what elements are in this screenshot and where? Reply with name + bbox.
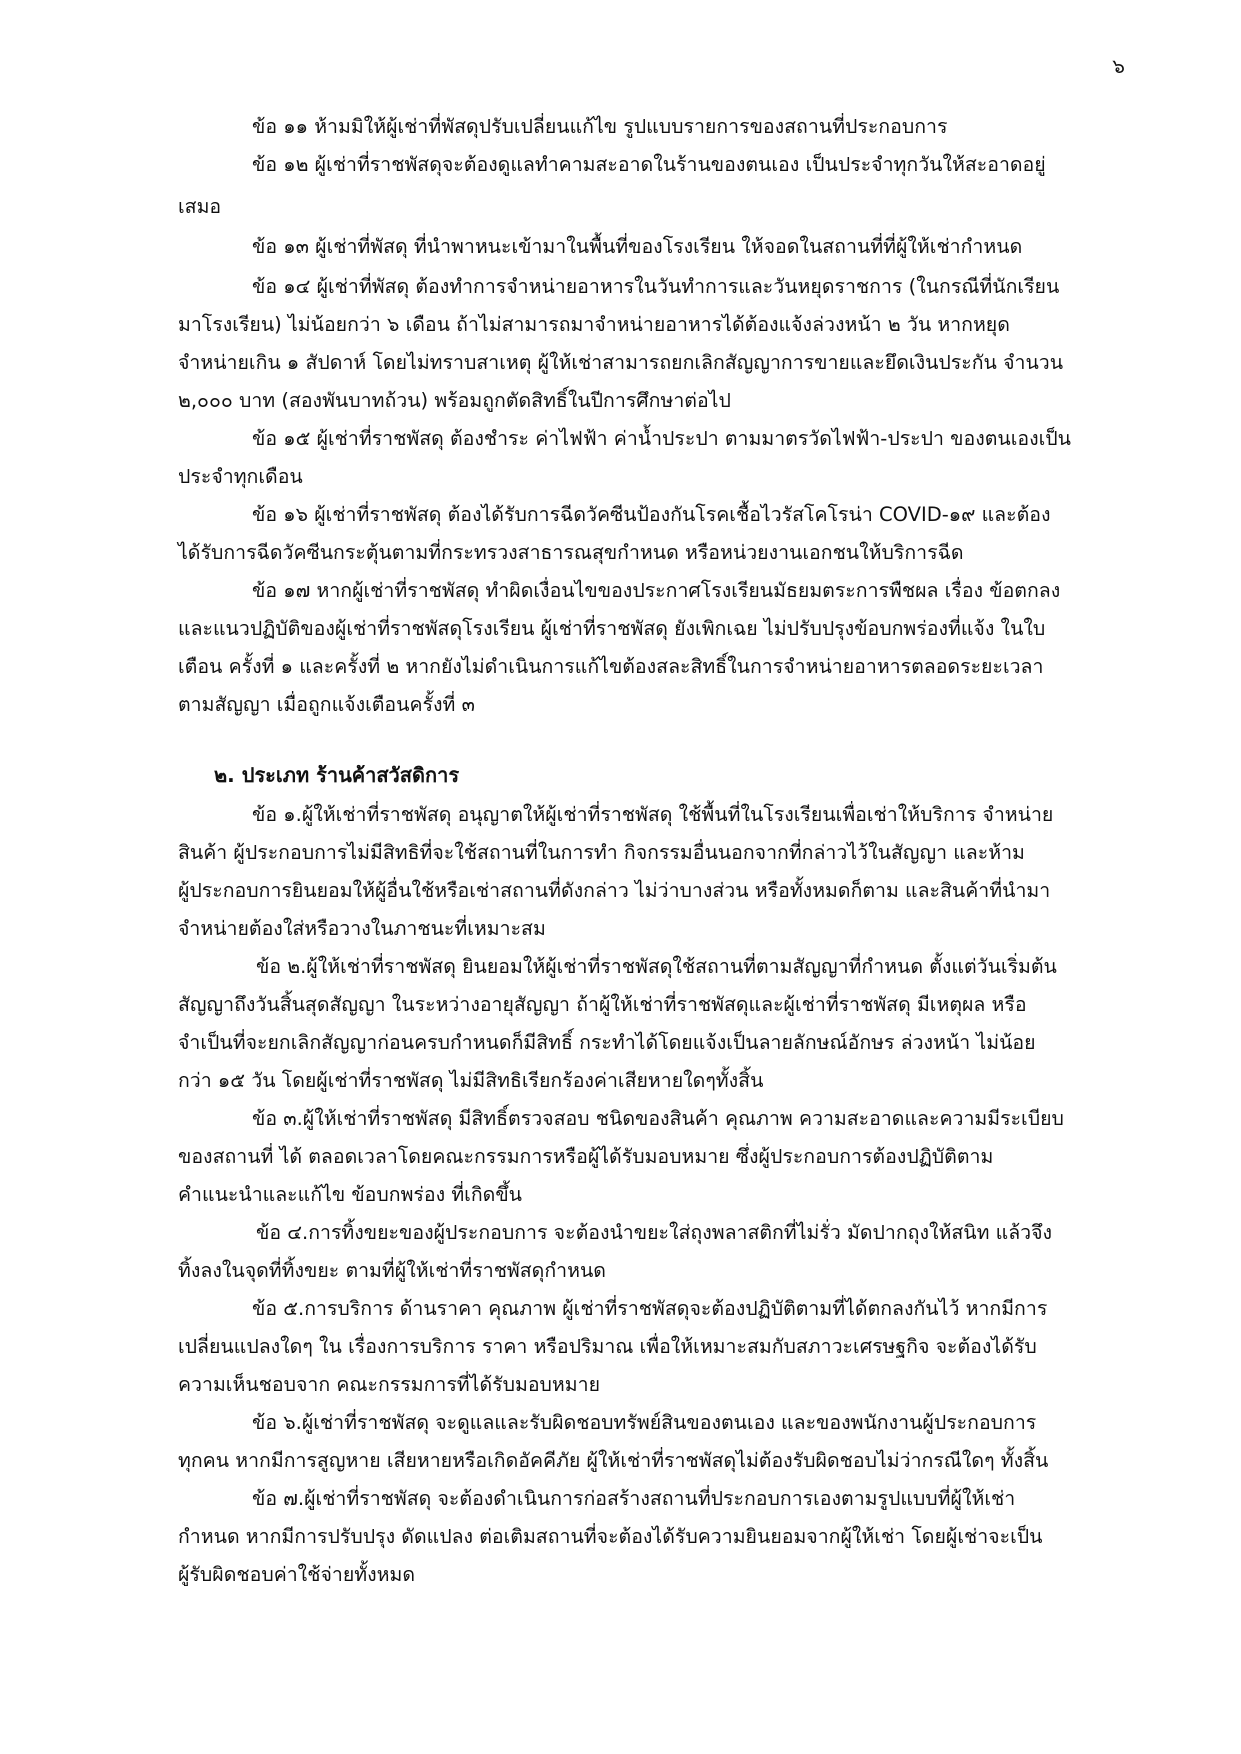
- paragraph-line: ข้อ ๓.ผู้ให้เช่าที่ราชพัสดุ มีสิทธิ์ตรวจสอบ ชนิดของสินค้า คุณภาพ ความสะอาดและความมีระเบียบ: [252, 1107, 1064, 1130]
- paragraph-line: กำหนด หากมีการปรับปรุง ดัดแปลง ต่อเติมสถานที่จะต้องได้รับความยินยอมจากผู้ให้เช่า โดยผู้เช่าจะเป็น: [178, 1525, 1043, 1548]
- paragraph-line: กว่า ๑๕ วัน โดยผู้เช่าที่ราชพัสดุ ไม่มีสิทธิเรียกร้องค่าเสียหายใดๆทั้งสิ้น: [178, 1069, 764, 1092]
- page-number: ๖: [1112, 54, 1125, 78]
- paragraph-line: ข้อ ๒.ผู้ให้เช่าที่ราชพัสดุ ยินยอมให้ผู้เช่าที่ราชพัสดุใช้สถานที่ตามสัญญาที่กำหนด ตั้งแต่วันเริ่มต้น: [256, 955, 1057, 978]
- paragraph-line: ของสถานที่ ได้ ตลอดเวลาโดยคณะกรรมการหรือผู้ได้รับมอบหมาย ซึ่งผู้ประกอบการต้องปฏิบัติตาม: [178, 1145, 994, 1168]
- paragraph-line: ทิ้งลงในจุดที่ทิ้งขยะ ตามที่ผู้ให้เช่าที่ราชพัสดุกำหนด: [178, 1259, 606, 1282]
- paragraph-line: ผู้รับผิดชอบค่าใช้จ่ายทั้งหมด: [178, 1563, 415, 1586]
- paragraph-line: ข้อ ๑.ผู้ให้เช่าที่ราชพัสดุ อนุญาตให้ผู้เช่าที่ราชพัสดุ ใช้พื้นที่ในโรงเรียนเพื่อเช่าให้บริการ จำหน่าย: [252, 803, 1054, 826]
- paragraph-line: คำแนะนำและแก้ไข ข้อบกพร่อง ที่เกิดขึ้น: [178, 1183, 522, 1206]
- paragraph-line: ผู้ประกอบการยินยอมให้ผู้อื่นใช้หรือเช่าสถานที่ดังกล่าว ไม่ว่าบางส่วน หรือทั้งหมดก็ตาม และสินค้าที่นำมา: [178, 879, 1051, 902]
- paragraph-line: ข้อ ๔.การทิ้งขยะของผู้ประกอบการ จะต้องนำขยะใส่ถุงพลาสติกที่ไม่รั่ว มัดปากถุงให้สนิท แล้วจึง: [256, 1221, 1053, 1244]
- paragraph-line: เสมอ: [178, 195, 222, 218]
- section-heading: ๒. ประเภท ร้านค้าสวัสดิการ: [214, 763, 460, 787]
- paragraph-line: เตือน ครั้งที่ ๑ และครั้งที่ ๒ หากยังไม่ดำเนินการแก้ไขต้องสละสิทธิ์ในการจำหน่ายอาหารตลอดระยะเวลา: [178, 655, 1044, 678]
- paragraph-line: สินค้า ผู้ประกอบการไม่มีสิทธิที่จะใช้สถานที่ในการทำ กิจกรรมอื่นนอกจากที่กล่าวไว้ในสัญญา และห้าม: [178, 841, 1025, 864]
- paragraph-line: ข้อ ๕.การบริการ ด้านราคา คุณภาพ ผู้เช่าที่ราชพัสดุจะต้องปฏิบัติตามที่ได้ตกลงกันไว้ หากมีการ: [252, 1297, 1048, 1320]
- paragraph-line: ข้อ ๑๒ ผู้เช่าที่ราชพัสดุจะต้องดูแลทำคามสะอาดในร้านของตนเอง เป็นประจำทุกวันให้สะอาดอยู่: [252, 153, 1046, 176]
- paragraph-line: ทุกคน หากมีการสูญหาย เสียหายหรือเกิดอัคคีภัย ผู้ให้เช่าที่ราชพัสดุไม่ต้องรับผิดชอบไม่ว่ากรณีใดๆ ทั้งสิ้น: [178, 1449, 1049, 1472]
- paragraph-line: สัญญาถึงวันสิ้นสุดสัญญา ในระหว่างอายุสัญญา ถ้าผู้ให้เช่าที่ราชพัสดุและผู้เช่าที่ราชพัสดุ มีเหตุผล หรือ: [178, 993, 1027, 1016]
- paragraph-line: จำหน่ายต้องใส่หรือวางในภาชนะที่เหมาะสม: [178, 917, 546, 940]
- paragraph-line: ประจำทุกเดือน: [178, 465, 303, 488]
- paragraph-line: จำหน่ายเกิน ๑ สัปดาห์ โดยไม่ทราบสาเหตุ ผู้ให้เช่าสามารถยกเลิกสัญญาการขายและยึดเงินประกัน จำนวน: [178, 351, 1064, 374]
- paragraph-line: ข้อ ๑๓ ผู้เช่าที่พัสดุ ที่นำพาหนะเข้ามาในพื้นที่ของโรงเรียน ให้จอดในสถานที่ที่ผู้ให้เช่ากำหนด: [252, 235, 1023, 258]
- paragraph-line: ข้อ ๑๖ ผู้เช่าที่ราชพัสดุ ต้องได้รับการฉีดวัคซีนป้องกันโรคเชื้อไวรัสโคโรน่า COVID-๑๙ และต้อง: [252, 503, 1051, 526]
- paragraph-line: ข้อ ๗.ผู้เช่าที่ราชพัสดุ จะต้องดำเนินการก่อสร้างสถานที่ประกอบการเองตามรูปแบบที่ผู้ให้เช่า: [252, 1487, 1016, 1510]
- paragraph-line: ตามสัญญา เมื่อถูกแจ้งเตือนครั้งที่ ๓: [178, 693, 475, 716]
- paragraph-line: ข้อ ๑๑ ห้ามมิให้ผู้เช่าที่พัสดุปรับเปลี่ยนแก้ไข รูปแบบรายการของสถานที่ประกอบการ: [252, 115, 948, 138]
- paragraph-line: ๒,๐๐๐ บาท (สองพันบาทถ้วน) พร้อมถูกตัดสิทธิ์ในปีการศึกษาต่อไป: [178, 389, 731, 412]
- paragraph-line: เปลี่ยนแปลงใดๆ ใน เรื่องการบริการ ราคา หรือปริมาณ เพื่อให้เหมาะสมกับสภาวะเศรษฐกิจ จะต้องได้รับ: [178, 1335, 1037, 1358]
- paragraph-line: มาโรงเรียน) ไม่น้อยกว่า ๖ เดือน ถ้าไม่สามารถมาจำหน่ายอาหารได้ต้องแจ้งล่วงหน้า ๒ วัน หากหยุด: [178, 313, 1010, 336]
- paragraph-line: ข้อ ๑๔ ผู้เช่าที่พัสดุ ต้องทำการจำหน่ายอาหารในวันทำการและวันหยุดราชการ (ในกรณีที่นักเรียน: [252, 275, 1060, 298]
- paragraph-line: ความเห็นชอบจาก คณะกรรมการที่ได้รับมอบหมาย: [178, 1373, 601, 1396]
- paragraph-line: ข้อ ๑๗ หากผู้เช่าที่ราชพัสดุ ทำผิดเงื่อนไขของประกาศโรงเรียนมัธยมตระการพืชผล เรื่อง ข้อตกลง: [252, 579, 1061, 602]
- paragraph-line: ข้อ ๖.ผู้เช่าที่ราชพัสดุ จะดูแลและรับผิดชอบทรัพย์สินของตนเอง และของพนักงานผู้ประกอบการ: [252, 1411, 1037, 1434]
- paragraph-line: และแนวปฏิบัติของผู้เช่าที่ราชพัสดุโรงเรียน ผู้เช่าที่ราชพัสดุ ยังเพิกเฉย ไม่ปรับปรุงข้อบกพร่องที่แจ้ง ในใบ: [178, 617, 1046, 640]
- paragraph-line: ได้รับการฉีดวัคซีนกระตุ้นตามที่กระทรวงสาธารณสุขกำหนด หรือหน่วยงานเอกชนให้บริการฉีด: [178, 541, 964, 564]
- paragraph-line: ข้อ ๑๕ ผู้เช่าที่ราชพัสดุ ต้องชำระ ค่าไฟฟ้า ค่าน้ำประปา ตามมาตรวัดไฟฟ้า-ประปา ของตนเองเป็น: [252, 427, 1071, 450]
- paragraph-line: จำเป็นที่จะยกเลิกสัญญาก่อนครบกำหนดก็มีสิทธิ์ กระทำได้โดยแจ้งเป็นลายลักษณ์อักษร ล่วงหน้า ไม่น้อย: [178, 1031, 1036, 1054]
